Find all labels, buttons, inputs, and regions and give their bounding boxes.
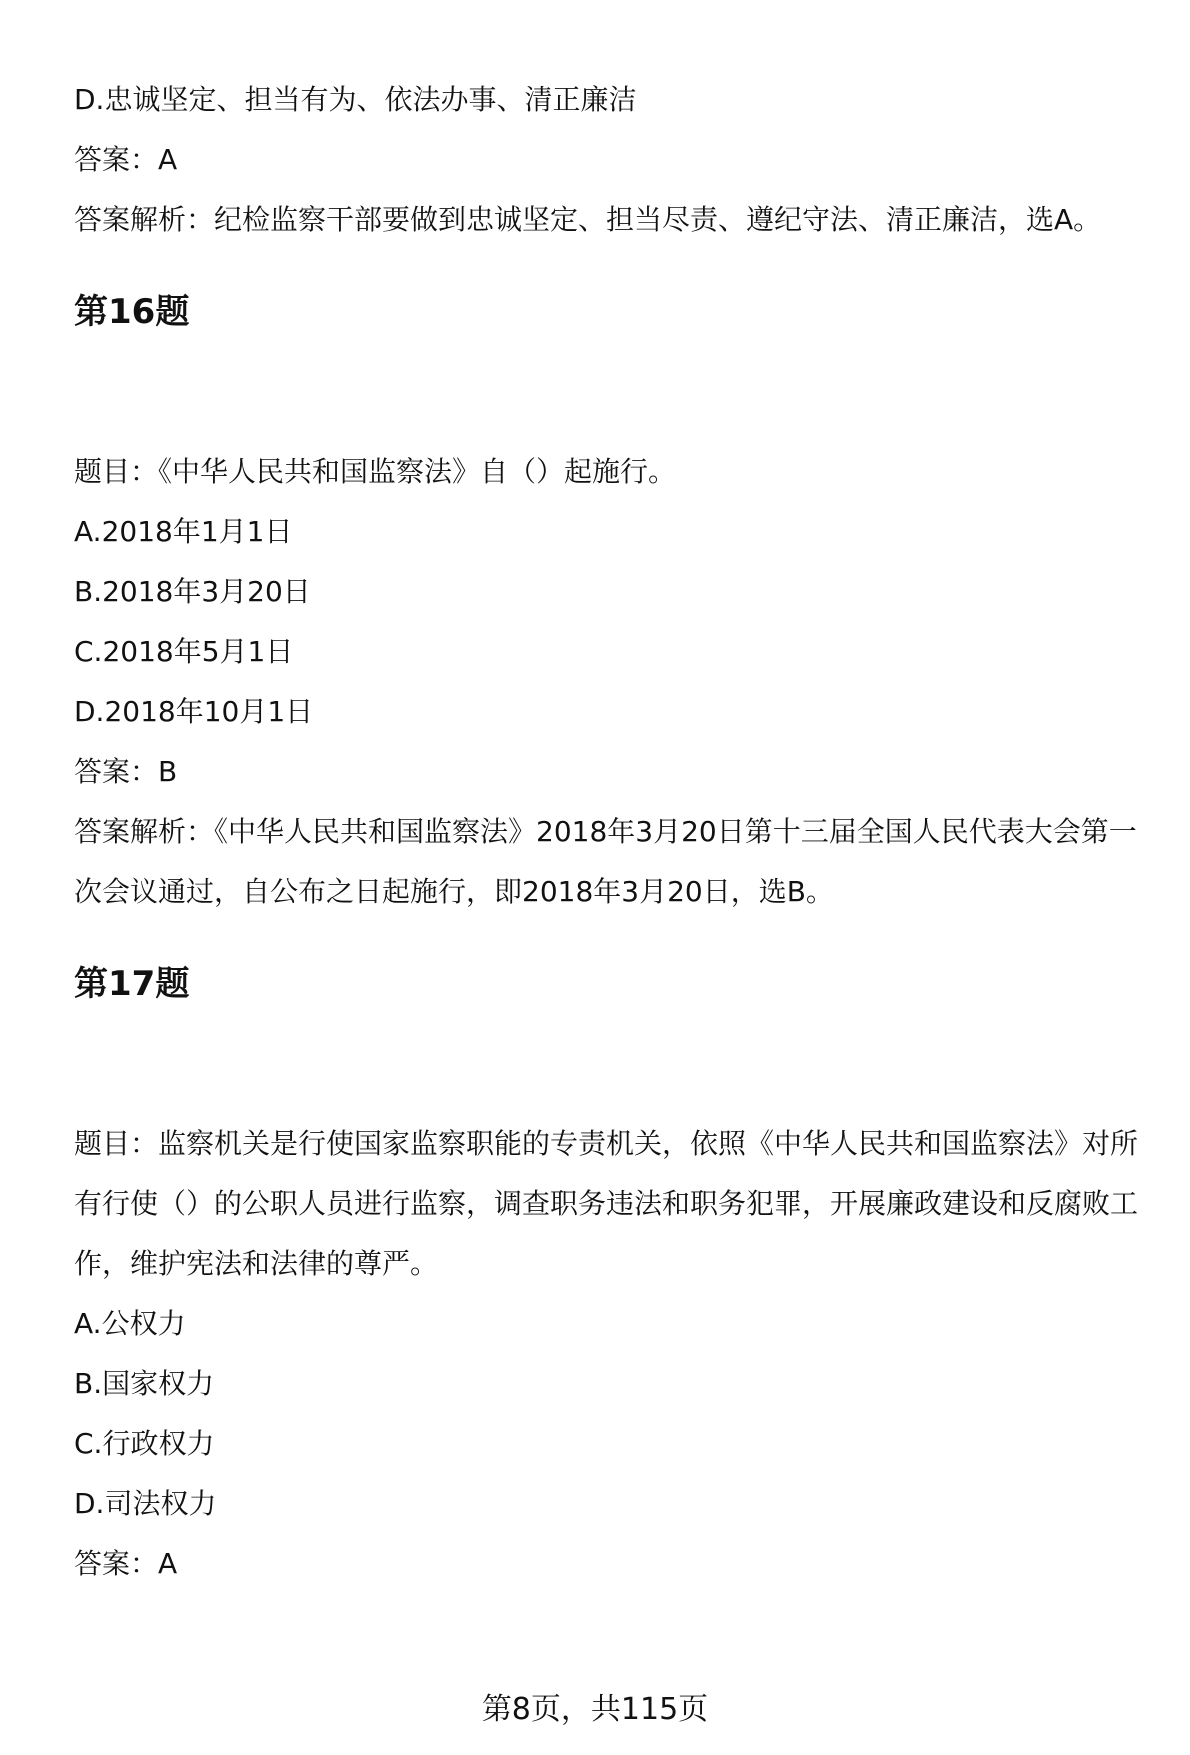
option-d: D.司法权力 bbox=[74, 1487, 217, 1520]
answer-analysis: 答案解析：纪检监察干部要做到忠诚坚定、担当尽责、遵纪守法、清正廉洁，选A。 bbox=[74, 203, 1102, 236]
answer: 答案：A bbox=[74, 143, 178, 176]
question-heading: 第16题 bbox=[74, 292, 190, 332]
option-d: D.2018年10月1日 bbox=[74, 695, 314, 728]
option-b: B.2018年3月20日 bbox=[74, 575, 311, 608]
option-a: A.公权力 bbox=[74, 1307, 186, 1340]
question-heading: 第17题 bbox=[74, 964, 190, 1004]
question-text: 题目：监察机关是行使国家监察职能的专责机关，依照《中华人民共和国监察法》对所有行使（）的公职人员进行监察，调查职务违法和职务犯罪，开展廉政建设和反腐败工作，维护宪法和法律的尊严。 bbox=[74, 1127, 1139, 1280]
question-text: 题目：《中华人民共和国监察法》自（）起施行。 bbox=[74, 455, 677, 488]
page-footer: 第8页，共115页 bbox=[481, 1692, 709, 1727]
document-page bbox=[74, 70, 1164, 1594]
option-c: C.2018年5月1日 bbox=[74, 635, 294, 668]
answer-analysis: 答案解析：《中华人民共和国监察法》2018年3月20日第十三届全国人民代表大会第一次会议通过，自公布之日起施行，即2018年3月20日，选B。 bbox=[74, 815, 1137, 908]
answer: 答案：B bbox=[74, 755, 178, 788]
answer: 答案：A bbox=[74, 1547, 178, 1580]
option-d: D.忠诚坚定、担当有为、依法办事、清正廉洁 bbox=[74, 83, 637, 116]
option-b: B.国家权力 bbox=[74, 1367, 215, 1400]
option-c: C.行政权力 bbox=[74, 1427, 215, 1460]
option-a: A.2018年1月1日 bbox=[74, 515, 293, 548]
